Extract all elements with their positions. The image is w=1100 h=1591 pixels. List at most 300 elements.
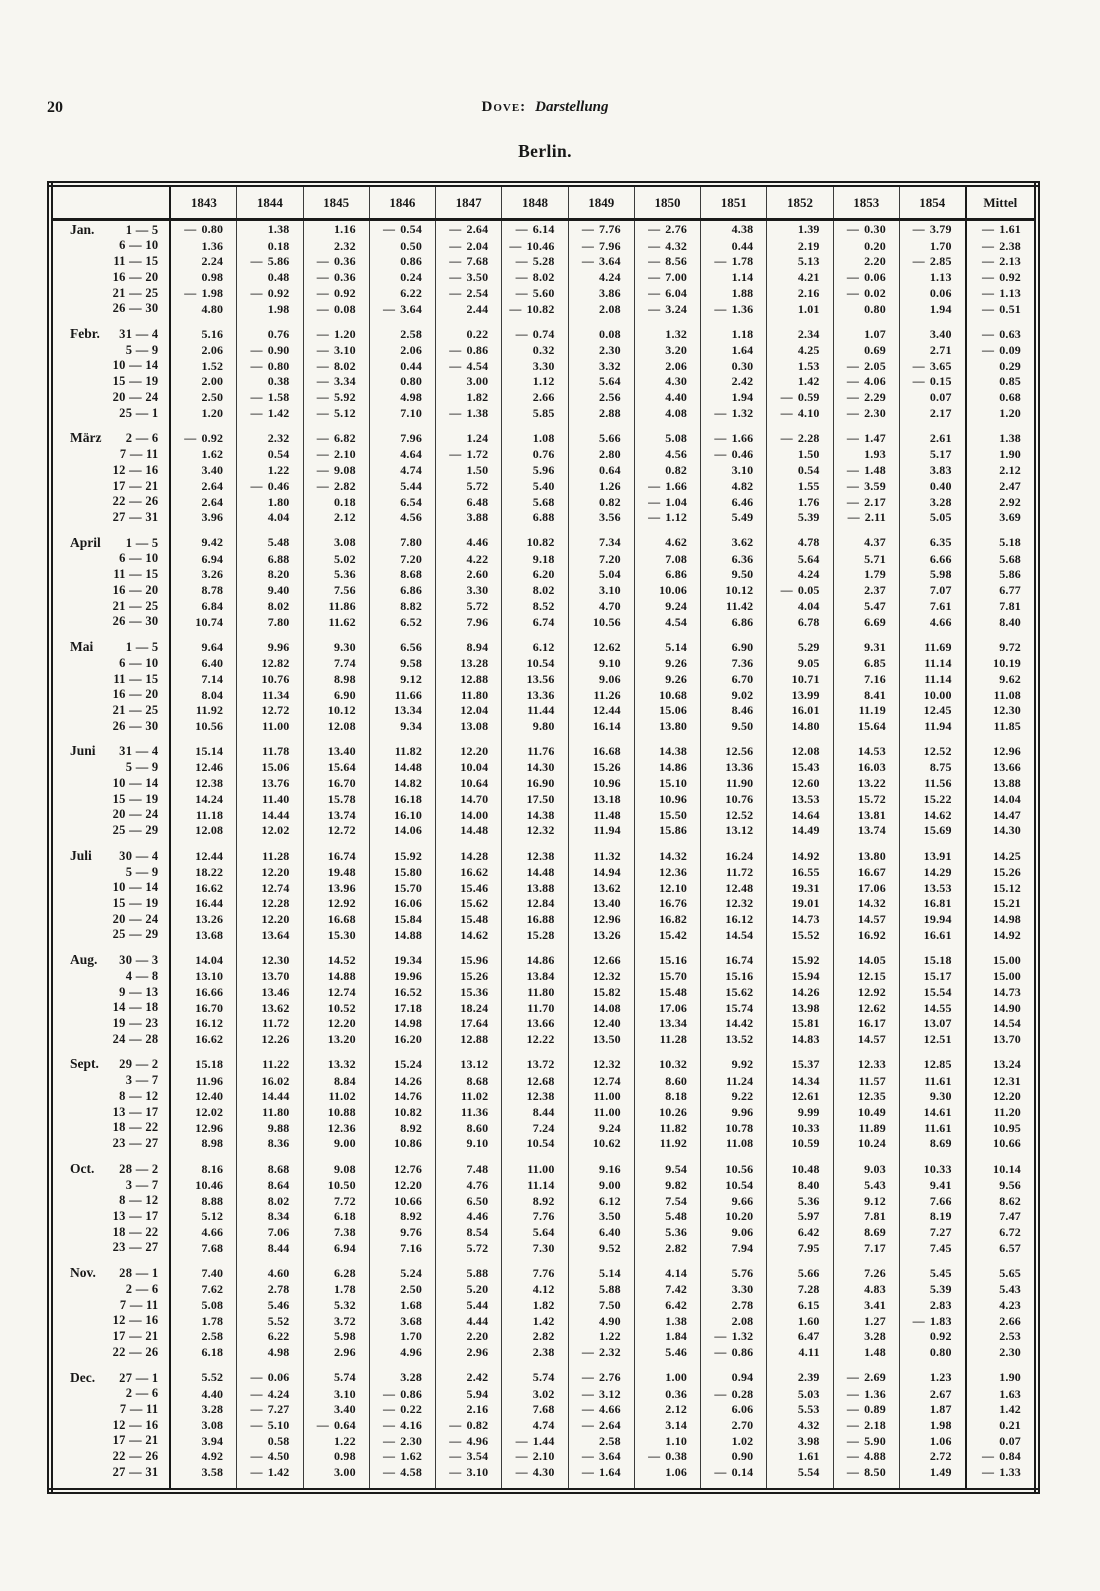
value-cell: — 2.29 <box>833 390 899 406</box>
table-container <box>47 181 1040 1494</box>
value-cell: 5.36 <box>767 1193 833 1209</box>
minus-sign: — <box>316 463 329 478</box>
value-cell: 6.47 <box>767 1329 833 1345</box>
value-cell: 6.57 <box>966 1240 1037 1256</box>
pentad-period-label: 30 — 3 <box>119 953 159 968</box>
value-cell: 12.08 <box>170 823 236 839</box>
minus-sign: — <box>509 301 522 316</box>
value-cell: 2.34 <box>767 317 833 343</box>
value-cell: 12.44 <box>568 703 634 719</box>
minus-sign: — <box>846 431 860 446</box>
value-cell: — 5.92 <box>303 390 369 406</box>
value-cell: 14.92 <box>966 927 1037 943</box>
row-label-cell <box>50 1152 170 1178</box>
table-row <box>50 1433 1037 1449</box>
value-cell: 9.24 <box>568 1120 634 1136</box>
row-label-cell <box>50 1329 170 1345</box>
minus-sign: — <box>250 405 263 420</box>
minus-sign: — <box>184 431 197 446</box>
value-cell: — 0.86 <box>369 1386 435 1402</box>
value-cell: 8.75 <box>899 760 965 776</box>
minus-sign: — <box>515 1433 528 1448</box>
row-label-cell <box>50 1120 170 1136</box>
value-cell: 7.06 <box>237 1224 303 1240</box>
minus-sign: — <box>648 285 661 300</box>
row-label-cell <box>50 1104 170 1120</box>
col-header-year: 1852 <box>767 184 833 220</box>
value-cell: 12.32 <box>568 1047 634 1073</box>
value-cell: 4.98 <box>369 390 435 406</box>
value-cell: 15.00 <box>966 943 1037 969</box>
minus-sign: — <box>581 238 595 253</box>
minus-sign: — <box>383 1418 396 1433</box>
value-cell: 0.18 <box>237 238 303 254</box>
value-cell: 0.76 <box>237 317 303 343</box>
row-label-cell <box>50 390 170 406</box>
pentad-period-label: 31 — 4 <box>119 326 159 341</box>
value-cell: 10.96 <box>634 791 700 807</box>
row-label-cell <box>50 838 170 864</box>
value-cell: 9.42 <box>170 525 236 551</box>
pentad-period-label: 28 — 1 <box>119 1266 159 1281</box>
value-cell: — 4.06 <box>833 374 899 390</box>
value-cell: — 8.02 <box>303 358 369 374</box>
value-cell: 8.68 <box>436 1073 502 1089</box>
value-cell: 14.73 <box>767 911 833 927</box>
value-cell: 1.60 <box>767 1313 833 1329</box>
value-cell: 1.79 <box>833 567 899 583</box>
value-cell: 4.83 <box>833 1282 899 1298</box>
value-cell: 10.04 <box>436 760 502 776</box>
value-cell: 4.76 <box>436 1177 502 1193</box>
minus-sign: — <box>316 431 329 446</box>
value-cell: 12.38 <box>502 1089 568 1105</box>
pentad-period-label: 12 — 16 <box>112 462 159 477</box>
value-cell: 3.32 <box>568 358 634 374</box>
value-cell: — 2.54 <box>436 285 502 301</box>
value-cell: 13.36 <box>701 760 767 776</box>
value-cell: 5.44 <box>369 478 435 494</box>
value-cell: 3.00 <box>436 374 502 390</box>
value-cell: 10.19 <box>966 656 1037 672</box>
value-cell: 15.00 <box>966 969 1037 985</box>
value-cell: 14.98 <box>369 1016 435 1032</box>
row-label-cell <box>50 671 170 687</box>
minus-sign: — <box>846 1418 860 1433</box>
value-cell: 12.92 <box>833 984 899 1000</box>
value-cell: 3.40 <box>303 1402 369 1418</box>
value-cell: 12.36 <box>634 864 700 880</box>
value-cell: — 9.08 <box>303 463 369 479</box>
value-cell: 4.37 <box>833 525 899 551</box>
value-cell: 2.78 <box>237 1282 303 1298</box>
value-cell: — 0.06 <box>237 1360 303 1386</box>
value-cell: 9.05 <box>767 656 833 672</box>
value-cell: — 3.64 <box>369 301 435 317</box>
minus-sign: — <box>981 326 995 341</box>
value-cell: 6.86 <box>369 583 435 599</box>
value-cell: 6.20 <box>502 567 568 583</box>
value-cell: 3.10 <box>568 583 634 599</box>
pentad-period-label: 14 — 18 <box>112 1000 159 1015</box>
value-cell: 12.85 <box>899 1047 965 1073</box>
value-cell: 13.40 <box>568 896 634 912</box>
minus-sign: — <box>846 270 860 285</box>
value-cell: 2.71 <box>899 342 965 358</box>
value-cell: — 3.24 <box>634 301 700 317</box>
value-cell: 1.88 <box>701 285 767 301</box>
minus-sign: — <box>250 1465 263 1480</box>
table-row <box>50 421 1037 447</box>
row-label-cell <box>50 1193 170 1209</box>
value-cell: 11.19 <box>833 703 899 719</box>
value-cell: — 0.08 <box>303 301 369 317</box>
value-cell: — 0.28 <box>701 1386 767 1402</box>
value-cell: 11.32 <box>568 838 634 864</box>
value-cell: 19.31 <box>767 880 833 896</box>
value-cell: 11.56 <box>899 776 965 792</box>
value-cell: 15.12 <box>966 880 1037 896</box>
value-cell: 8.68 <box>237 1152 303 1178</box>
value-cell: 1.32 <box>634 317 700 343</box>
value-cell: — 2.10 <box>303 447 369 463</box>
value-cell: 14.32 <box>634 838 700 864</box>
value-cell: — 0.82 <box>436 1417 502 1433</box>
value-cell: 1.42 <box>767 374 833 390</box>
value-cell: 11.72 <box>701 864 767 880</box>
value-cell: 14.90 <box>966 1000 1037 1016</box>
value-cell: 14.55 <box>899 1000 965 1016</box>
value-cell: 11.72 <box>237 1016 303 1032</box>
value-cell: 2.56 <box>568 390 634 406</box>
pentad-period-label: 13 — 17 <box>112 1104 159 1119</box>
value-cell: 2.38 <box>502 1345 568 1361</box>
value-cell: 9.03 <box>833 1152 899 1178</box>
value-cell: 11.36 <box>436 1104 502 1120</box>
minus-sign: — <box>383 1433 396 1448</box>
value-cell: 4.56 <box>634 447 700 463</box>
table-row <box>50 1417 1037 1433</box>
row-label-cell <box>50 614 170 630</box>
col-header-year: 1844 <box>237 184 303 220</box>
value-cell: 15.70 <box>369 880 435 896</box>
pentad-period-label: 2 — 6 <box>125 431 159 446</box>
value-cell: 9.58 <box>369 656 435 672</box>
value-cell: 9.30 <box>899 1089 965 1105</box>
value-cell: — 0.46 <box>237 478 303 494</box>
value-cell: 16.90 <box>502 776 568 792</box>
value-cell: 1.38 <box>966 421 1037 447</box>
value-cell: 1.24 <box>436 421 502 447</box>
value-cell: 6.46 <box>701 494 767 510</box>
pentad-period-label: 15 — 19 <box>112 374 159 389</box>
table-row <box>50 551 1037 567</box>
value-cell: 10.76 <box>237 671 303 687</box>
minus-sign: — <box>981 301 995 316</box>
minus-sign: — <box>316 374 329 389</box>
minus-sign: — <box>250 1386 263 1401</box>
value-cell: — 1.83 <box>899 1313 965 1329</box>
value-cell: 7.28 <box>767 1282 833 1298</box>
value-cell: 14.88 <box>303 969 369 985</box>
value-cell: 5.47 <box>833 598 899 614</box>
value-cell: 5.17 <box>899 447 965 463</box>
value-cell: 12.72 <box>303 823 369 839</box>
minus-sign: — <box>449 254 462 269</box>
pentad-period-label: 6 — 10 <box>119 551 159 566</box>
table-row <box>50 1089 1037 1105</box>
row-label-cell <box>50 525 170 551</box>
value-cell: 5.54 <box>767 1465 833 1491</box>
value-cell: 10.66 <box>369 1193 435 1209</box>
value-cell: — 2.17 <box>833 494 899 510</box>
value-cell: 7.72 <box>303 1193 369 1209</box>
value-cell: 14.52 <box>303 943 369 969</box>
table-row <box>50 776 1037 792</box>
value-cell: 1.82 <box>436 390 502 406</box>
value-cell: 7.16 <box>833 671 899 687</box>
value-cell: 4.40 <box>634 390 700 406</box>
value-cell: — 2.64 <box>436 220 502 238</box>
row-label-cell <box>50 911 170 927</box>
value-cell: — 2.85 <box>899 254 965 270</box>
value-cell: 10.96 <box>568 776 634 792</box>
minus-sign: — <box>250 1370 263 1385</box>
value-cell: 13.66 <box>502 1016 568 1032</box>
value-cell: 1.10 <box>634 1433 700 1449</box>
value-cell: — 3.10 <box>436 1465 502 1491</box>
value-cell: 5.14 <box>634 630 700 656</box>
value-cell: 5.45 <box>899 1256 965 1282</box>
minus-sign: — <box>846 478 860 493</box>
value-cell: 6.18 <box>170 1345 236 1361</box>
value-cell: 1.50 <box>436 463 502 479</box>
table-row <box>50 405 1037 421</box>
value-cell: 14.48 <box>502 864 568 880</box>
value-cell: 2.70 <box>701 1417 767 1433</box>
value-cell: 10.56 <box>701 1152 767 1178</box>
value-cell: 4.40 <box>170 1386 236 1402</box>
minus-sign: — <box>847 510 860 525</box>
row-label-cell <box>50 1073 170 1089</box>
value-cell: 10.32 <box>634 1047 700 1073</box>
value-cell: 0.76 <box>502 447 568 463</box>
value-cell: 7.80 <box>369 525 435 551</box>
value-cell: 13.26 <box>170 911 236 927</box>
value-cell: 11.82 <box>634 1120 700 1136</box>
pentad-period-label: 10 — 14 <box>112 775 159 790</box>
table-row <box>50 1224 1037 1240</box>
minus-sign: — <box>184 285 197 300</box>
table-row <box>50 791 1037 807</box>
value-cell: — 0.30 <box>833 220 899 238</box>
value-cell: 7.34 <box>568 525 634 551</box>
minus-sign: — <box>250 285 263 300</box>
value-cell: 11.96 <box>170 1073 236 1089</box>
value-cell: 15.26 <box>568 760 634 776</box>
value-cell: 14.28 <box>436 838 502 864</box>
pentad-period-label: 27 — 31 <box>112 509 159 524</box>
value-cell: 6.94 <box>303 1240 369 1256</box>
value-cell: 10.50 <box>303 1177 369 1193</box>
value-cell: — 7.68 <box>436 254 502 270</box>
value-cell: — 4.50 <box>237 1449 303 1465</box>
value-cell: 9.54 <box>634 1152 700 1178</box>
value-cell: 1.98 <box>237 301 303 317</box>
value-cell: 7.10 <box>369 405 435 421</box>
value-cell: 15.69 <box>899 823 965 839</box>
value-cell: 13.91 <box>899 838 965 864</box>
value-cell: 4.32 <box>767 1417 833 1433</box>
value-cell: 14.49 <box>767 823 833 839</box>
pentad-period-label: 7 — 11 <box>119 1402 159 1417</box>
value-cell: 10.71 <box>767 671 833 687</box>
table-row <box>50 374 1037 390</box>
value-cell: — 5.60 <box>502 285 568 301</box>
value-cell: 10.82 <box>502 525 568 551</box>
table-row <box>50 1136 1037 1152</box>
value-cell: 16.52 <box>369 984 435 1000</box>
value-cell: 4.12 <box>502 1282 568 1298</box>
value-cell: 12.74 <box>568 1073 634 1089</box>
value-cell: — 1.47 <box>833 421 899 447</box>
value-cell: 1.49 <box>899 1465 965 1491</box>
value-cell: 2.58 <box>170 1329 236 1345</box>
value-cell: 1.22 <box>568 1329 634 1345</box>
value-cell: — 1.36 <box>833 1386 899 1402</box>
value-cell: 10.74 <box>170 614 236 630</box>
row-label-cell <box>50 823 170 839</box>
value-cell: 16.44 <box>170 896 236 912</box>
value-cell: 6.18 <box>303 1209 369 1225</box>
value-cell: 14.30 <box>502 760 568 776</box>
value-cell: 0.80 <box>369 374 435 390</box>
value-cell: 2.12 <box>634 1402 700 1418</box>
value-cell: 2.96 <box>303 1345 369 1361</box>
value-cell: 1.50 <box>767 447 833 463</box>
value-cell: 4.62 <box>634 525 700 551</box>
value-cell: 1.23 <box>899 1360 965 1386</box>
minus-sign: — <box>383 1449 396 1464</box>
value-cell: 3.20 <box>634 342 700 358</box>
row-label-cell <box>50 342 170 358</box>
value-cell: — 3.79 <box>899 220 965 238</box>
value-cell: 4.21 <box>767 270 833 286</box>
value-cell: 6.90 <box>701 630 767 656</box>
minus-sign: — <box>449 1449 462 1464</box>
value-cell: 3.00 <box>303 1465 369 1491</box>
value-cell: 10.46 <box>170 1177 236 1193</box>
month-label: Aug. <box>70 952 98 968</box>
minus-sign: — <box>316 390 329 405</box>
value-cell: 7.26 <box>833 1256 899 1282</box>
value-cell: 6.94 <box>170 551 236 567</box>
value-cell: 5.39 <box>767 510 833 526</box>
value-cell: 17.06 <box>833 880 899 896</box>
minus-sign: — <box>184 222 197 237</box>
table-row <box>50 807 1037 823</box>
value-cell: 2.08 <box>701 1313 767 1329</box>
row-label-cell <box>50 1282 170 1298</box>
value-cell: 10.78 <box>701 1120 767 1136</box>
table-row <box>50 671 1037 687</box>
table-row <box>50 1120 1037 1136</box>
minus-sign: — <box>912 1313 925 1328</box>
value-cell: 11.42 <box>701 598 767 614</box>
value-cell: 3.28 <box>369 1360 435 1386</box>
minus-sign: — <box>316 285 329 300</box>
value-cell: 2.19 <box>767 238 833 254</box>
value-cell: 14.29 <box>899 864 965 880</box>
value-cell: 4.74 <box>369 463 435 479</box>
value-cell: — 2.69 <box>833 1360 899 1386</box>
value-cell: — 2.30 <box>833 405 899 421</box>
value-cell: — 5.10 <box>237 1417 303 1433</box>
value-cell: 12.66 <box>568 943 634 969</box>
minus-sign: — <box>316 447 329 462</box>
value-cell: 3.30 <box>436 583 502 599</box>
value-cell: 1.42 <box>502 1313 568 1329</box>
value-cell: 17.50 <box>502 791 568 807</box>
table-row <box>50 1073 1037 1089</box>
value-cell: 12.30 <box>237 943 303 969</box>
value-cell: 3.26 <box>170 567 236 583</box>
value-cell: 7.68 <box>502 1402 568 1418</box>
value-cell: 11.66 <box>369 687 435 703</box>
value-cell: 15.36 <box>436 984 502 1000</box>
pentad-period-label: 15 — 19 <box>112 895 159 910</box>
value-cell: 14.26 <box>767 984 833 1000</box>
value-cell: 5.98 <box>303 1329 369 1345</box>
table-row <box>50 301 1037 317</box>
table-row <box>50 1449 1037 1465</box>
value-cell: 15.72 <box>833 791 899 807</box>
value-cell: 9.08 <box>303 1152 369 1178</box>
value-cell: 9.30 <box>303 630 369 656</box>
value-cell: 14.70 <box>436 791 502 807</box>
value-cell: 10.68 <box>634 687 700 703</box>
value-cell: 10.82 <box>369 1104 435 1120</box>
value-cell: 14.47 <box>966 807 1037 823</box>
value-cell: 6.69 <box>833 614 899 630</box>
pentad-period-label: 7 — 11 <box>119 447 159 462</box>
value-cell: 11.85 <box>966 718 1037 734</box>
row-label-cell <box>50 656 170 672</box>
value-cell: 3.96 <box>170 510 236 526</box>
table-row <box>50 220 1037 238</box>
value-cell: 15.28 <box>502 927 568 943</box>
pentad-period-label: 20 — 24 <box>112 911 159 926</box>
table-row <box>50 358 1037 374</box>
minus-sign: — <box>912 358 925 373</box>
value-cell: 1.06 <box>899 1433 965 1449</box>
value-cell: 10.49 <box>833 1104 899 1120</box>
value-cell: 15.24 <box>369 1047 435 1073</box>
value-cell: 15.62 <box>436 896 502 912</box>
minus-sign: — <box>581 1418 595 1433</box>
value-cell: — 0.36 <box>303 270 369 286</box>
value-cell: — 0.92 <box>170 421 236 447</box>
value-cell: 2.58 <box>568 1433 634 1449</box>
table-row <box>50 1209 1037 1225</box>
value-cell: 6.74 <box>502 614 568 630</box>
pentad-period-label: 8 — 12 <box>119 1193 159 1208</box>
table-row <box>50 760 1037 776</box>
value-cell: 15.50 <box>634 807 700 823</box>
value-cell: 2.83 <box>899 1297 965 1313</box>
value-cell: — 2.13 <box>966 254 1037 270</box>
pentad-period-label: 26 — 30 <box>112 301 159 316</box>
